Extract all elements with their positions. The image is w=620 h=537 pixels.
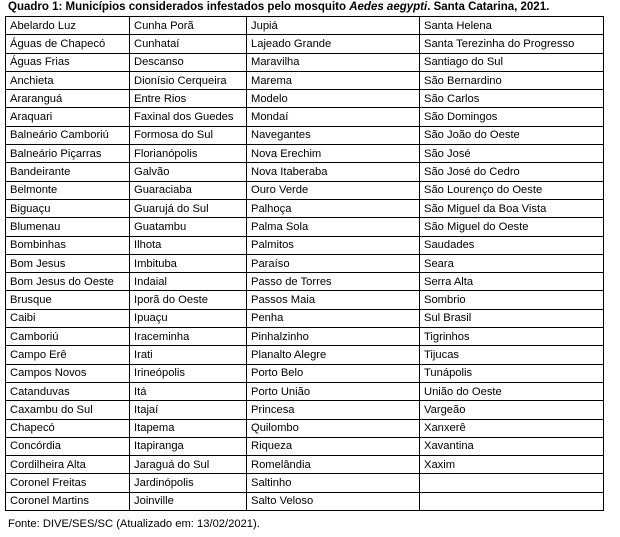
table-cell: Imbituba (130, 254, 247, 272)
table-cell: Guarujá do Sul (130, 199, 247, 217)
table-cell: Palhoça (247, 199, 420, 217)
table-cell: Cunhataí (130, 35, 247, 53)
table-row (6, 17, 604, 35)
table-cell: Jupiá (247, 17, 420, 35)
table-cell: Lajeado Grande (247, 35, 420, 53)
caption-label: Quadro 1: (8, 1, 63, 13)
table-cell: Chapecó (6, 419, 130, 437)
table-cell: Irineópolis (130, 364, 247, 382)
table-cell: Modelo (247, 90, 420, 108)
table-row (6, 419, 604, 437)
table-cell: Campo Erê (6, 346, 130, 364)
table-cell: Jardinópolis (130, 474, 247, 492)
table-cell: Porto União (247, 382, 420, 400)
table-cell: Serra Alta (420, 273, 604, 291)
table-cell: União do Oeste (420, 382, 604, 400)
table-cell (420, 492, 604, 510)
table-cell: Guaraciaba (130, 181, 247, 199)
table-cell: Itá (130, 382, 247, 400)
table-cell: Saltinho (247, 474, 420, 492)
table-cell: Navegantes (247, 126, 420, 144)
caption-text-end: . Santa Catarina, 2021. (427, 1, 550, 13)
table-cell: Xanxerê (420, 419, 604, 437)
table-row (6, 236, 604, 254)
table-cell: Sombrio (420, 291, 604, 309)
table-cell: Seara (420, 254, 604, 272)
table-cell: Formosa do Sul (130, 126, 247, 144)
table-row (6, 71, 604, 89)
table-cell: Itapiranga (130, 437, 247, 455)
table-cell: Entre Rios (130, 90, 247, 108)
table-cell: Belmonte (6, 181, 130, 199)
table-cell: Águas de Chapecó (6, 35, 130, 53)
table-row (6, 474, 604, 492)
table-cell: Araquari (6, 108, 130, 126)
table-cell: Ilhota (130, 236, 247, 254)
table-cell: Ouro Verde (247, 181, 420, 199)
table-cell (420, 474, 604, 492)
table-row (6, 163, 604, 181)
table-row (6, 364, 604, 382)
table-cell: Araranguá (6, 90, 130, 108)
table-row (6, 492, 604, 510)
table-cell: Iporã do Oeste (130, 291, 247, 309)
table-cell: Blumenau (6, 218, 130, 236)
table-cell: Porto Belo (247, 364, 420, 382)
table-cell: Faxinal dos Guedes (130, 108, 247, 126)
table-cell: Saudades (420, 236, 604, 254)
table-cell: São Domingos (420, 108, 604, 126)
table-cell: São José (420, 145, 604, 163)
table-row (6, 126, 604, 144)
table-cell: Riqueza (247, 437, 420, 455)
table-cell: Balneário Camboriú (6, 126, 130, 144)
table-cell: Santa Terezinha do Progresso (420, 35, 604, 53)
caption-text: Municípios considerados infestados pelo mosquito (62, 1, 350, 13)
table-cell: Dionísio Cerqueira (130, 71, 247, 89)
table-row (6, 108, 604, 126)
municipalities-table (5, 16, 604, 511)
table-cell: São Miguel da Boa Vista (420, 199, 604, 217)
table-row (6, 90, 604, 108)
table-cell: Águas Frias (6, 53, 130, 71)
table-cell: Iraceminha (130, 328, 247, 346)
table-cell: Bom Jesus (6, 254, 130, 272)
table-cell: Itajaí (130, 401, 247, 419)
table-cell: São Carlos (420, 90, 604, 108)
table-cell: Coronel Martins (6, 492, 130, 510)
table-cell: São Bernardino (420, 71, 604, 89)
table-cell: Sul Brasil (420, 309, 604, 327)
table-cell: Penha (247, 309, 420, 327)
table-cell: Cunha Porã (130, 17, 247, 35)
table-cell: Caxambu do Sul (6, 401, 130, 419)
table-cell: Descanso (130, 53, 247, 71)
table-row (6, 291, 604, 309)
table-cell: Passos Maia (247, 291, 420, 309)
table-caption (8, 1, 549, 14)
table-cell: Coronel Freitas (6, 474, 130, 492)
table-cell: Joinville (130, 492, 247, 510)
table-cell: São José do Cedro (420, 163, 604, 181)
table-cell: Biguaçu (6, 199, 130, 217)
table-cell: Xavantina (420, 437, 604, 455)
caption-species: Aedes aegypti (349, 1, 428, 13)
table-row (6, 199, 604, 217)
table-cell: Planalto Alegre (247, 346, 420, 364)
table-cell: Irati (130, 346, 247, 364)
table-cell: Vargeão (420, 401, 604, 419)
table-row (6, 254, 604, 272)
table-cell: Brusque (6, 291, 130, 309)
table-cell: Itapema (130, 419, 247, 437)
table-cell: Princesa (247, 401, 420, 419)
table-cell: Ipuaçu (130, 309, 247, 327)
table-cell: Tigrinhos (420, 328, 604, 346)
table-cell: Santiago do Sul (420, 53, 604, 71)
table-cell: Indaial (130, 273, 247, 291)
table-cell: Paraíso (247, 254, 420, 272)
table-row (6, 35, 604, 53)
table-row (6, 53, 604, 71)
table-row (6, 328, 604, 346)
table-cell: Caibi (6, 309, 130, 327)
table-cell: Passo de Torres (247, 273, 420, 291)
table-cell: Maravilha (247, 53, 420, 71)
table-cell: Campos Novos (6, 364, 130, 382)
table-cell: Anchieta (6, 71, 130, 89)
table-cell: Quilombo (247, 419, 420, 437)
table-row (6, 401, 604, 419)
table-cell: Cordilheira Alta (6, 456, 130, 474)
table-row (6, 382, 604, 400)
source-note: Fonte: DIVE/SES/SC (Atualizado em: 13/02/2021). (8, 518, 260, 530)
table-cell: Tunápolis (420, 364, 604, 382)
table-cell: Romelândia (247, 456, 420, 474)
table-cell: Bombinhas (6, 236, 130, 254)
table-cell: Bandeirante (6, 163, 130, 181)
table-row (6, 309, 604, 327)
table-cell: Salto Veloso (247, 492, 420, 510)
table-row (6, 456, 604, 474)
table-cell: Guatambu (130, 218, 247, 236)
table-cell: Camboriú (6, 328, 130, 346)
table-row (6, 437, 604, 455)
table-row (6, 346, 604, 364)
table-cell: Balneário Piçarras (6, 145, 130, 163)
table-cell: Palma Sola (247, 218, 420, 236)
table-cell: Concórdia (6, 437, 130, 455)
table-cell: Xaxim (420, 456, 604, 474)
table-cell: São João do Oeste (420, 126, 604, 144)
table-cell: Abelardo Luz (6, 17, 130, 35)
table-cell: Nova Itaberaba (247, 163, 420, 181)
table-cell: São Miguel do Oeste (420, 218, 604, 236)
table-cell: Mondaí (247, 108, 420, 126)
table-cell: São Lourenço do Oeste (420, 181, 604, 199)
table-row (6, 218, 604, 236)
table-row (6, 181, 604, 199)
table-row (6, 145, 604, 163)
table-cell: Nova Erechim (247, 145, 420, 163)
table-cell: Galvão (130, 163, 247, 181)
table-cell: Bom Jesus do Oeste (6, 273, 130, 291)
table-cell: Florianópolis (130, 145, 247, 163)
table-body (6, 17, 604, 511)
table-cell: Marema (247, 71, 420, 89)
table-cell: Santa Helena (420, 17, 604, 35)
table-cell: Jaraguá do Sul (130, 456, 247, 474)
table-cell: Tijucas (420, 346, 604, 364)
table-cell: Palmitos (247, 236, 420, 254)
table-cell: Catanduvas (6, 382, 130, 400)
table-cell: Pinhalzinho (247, 328, 420, 346)
table-row (6, 273, 604, 291)
